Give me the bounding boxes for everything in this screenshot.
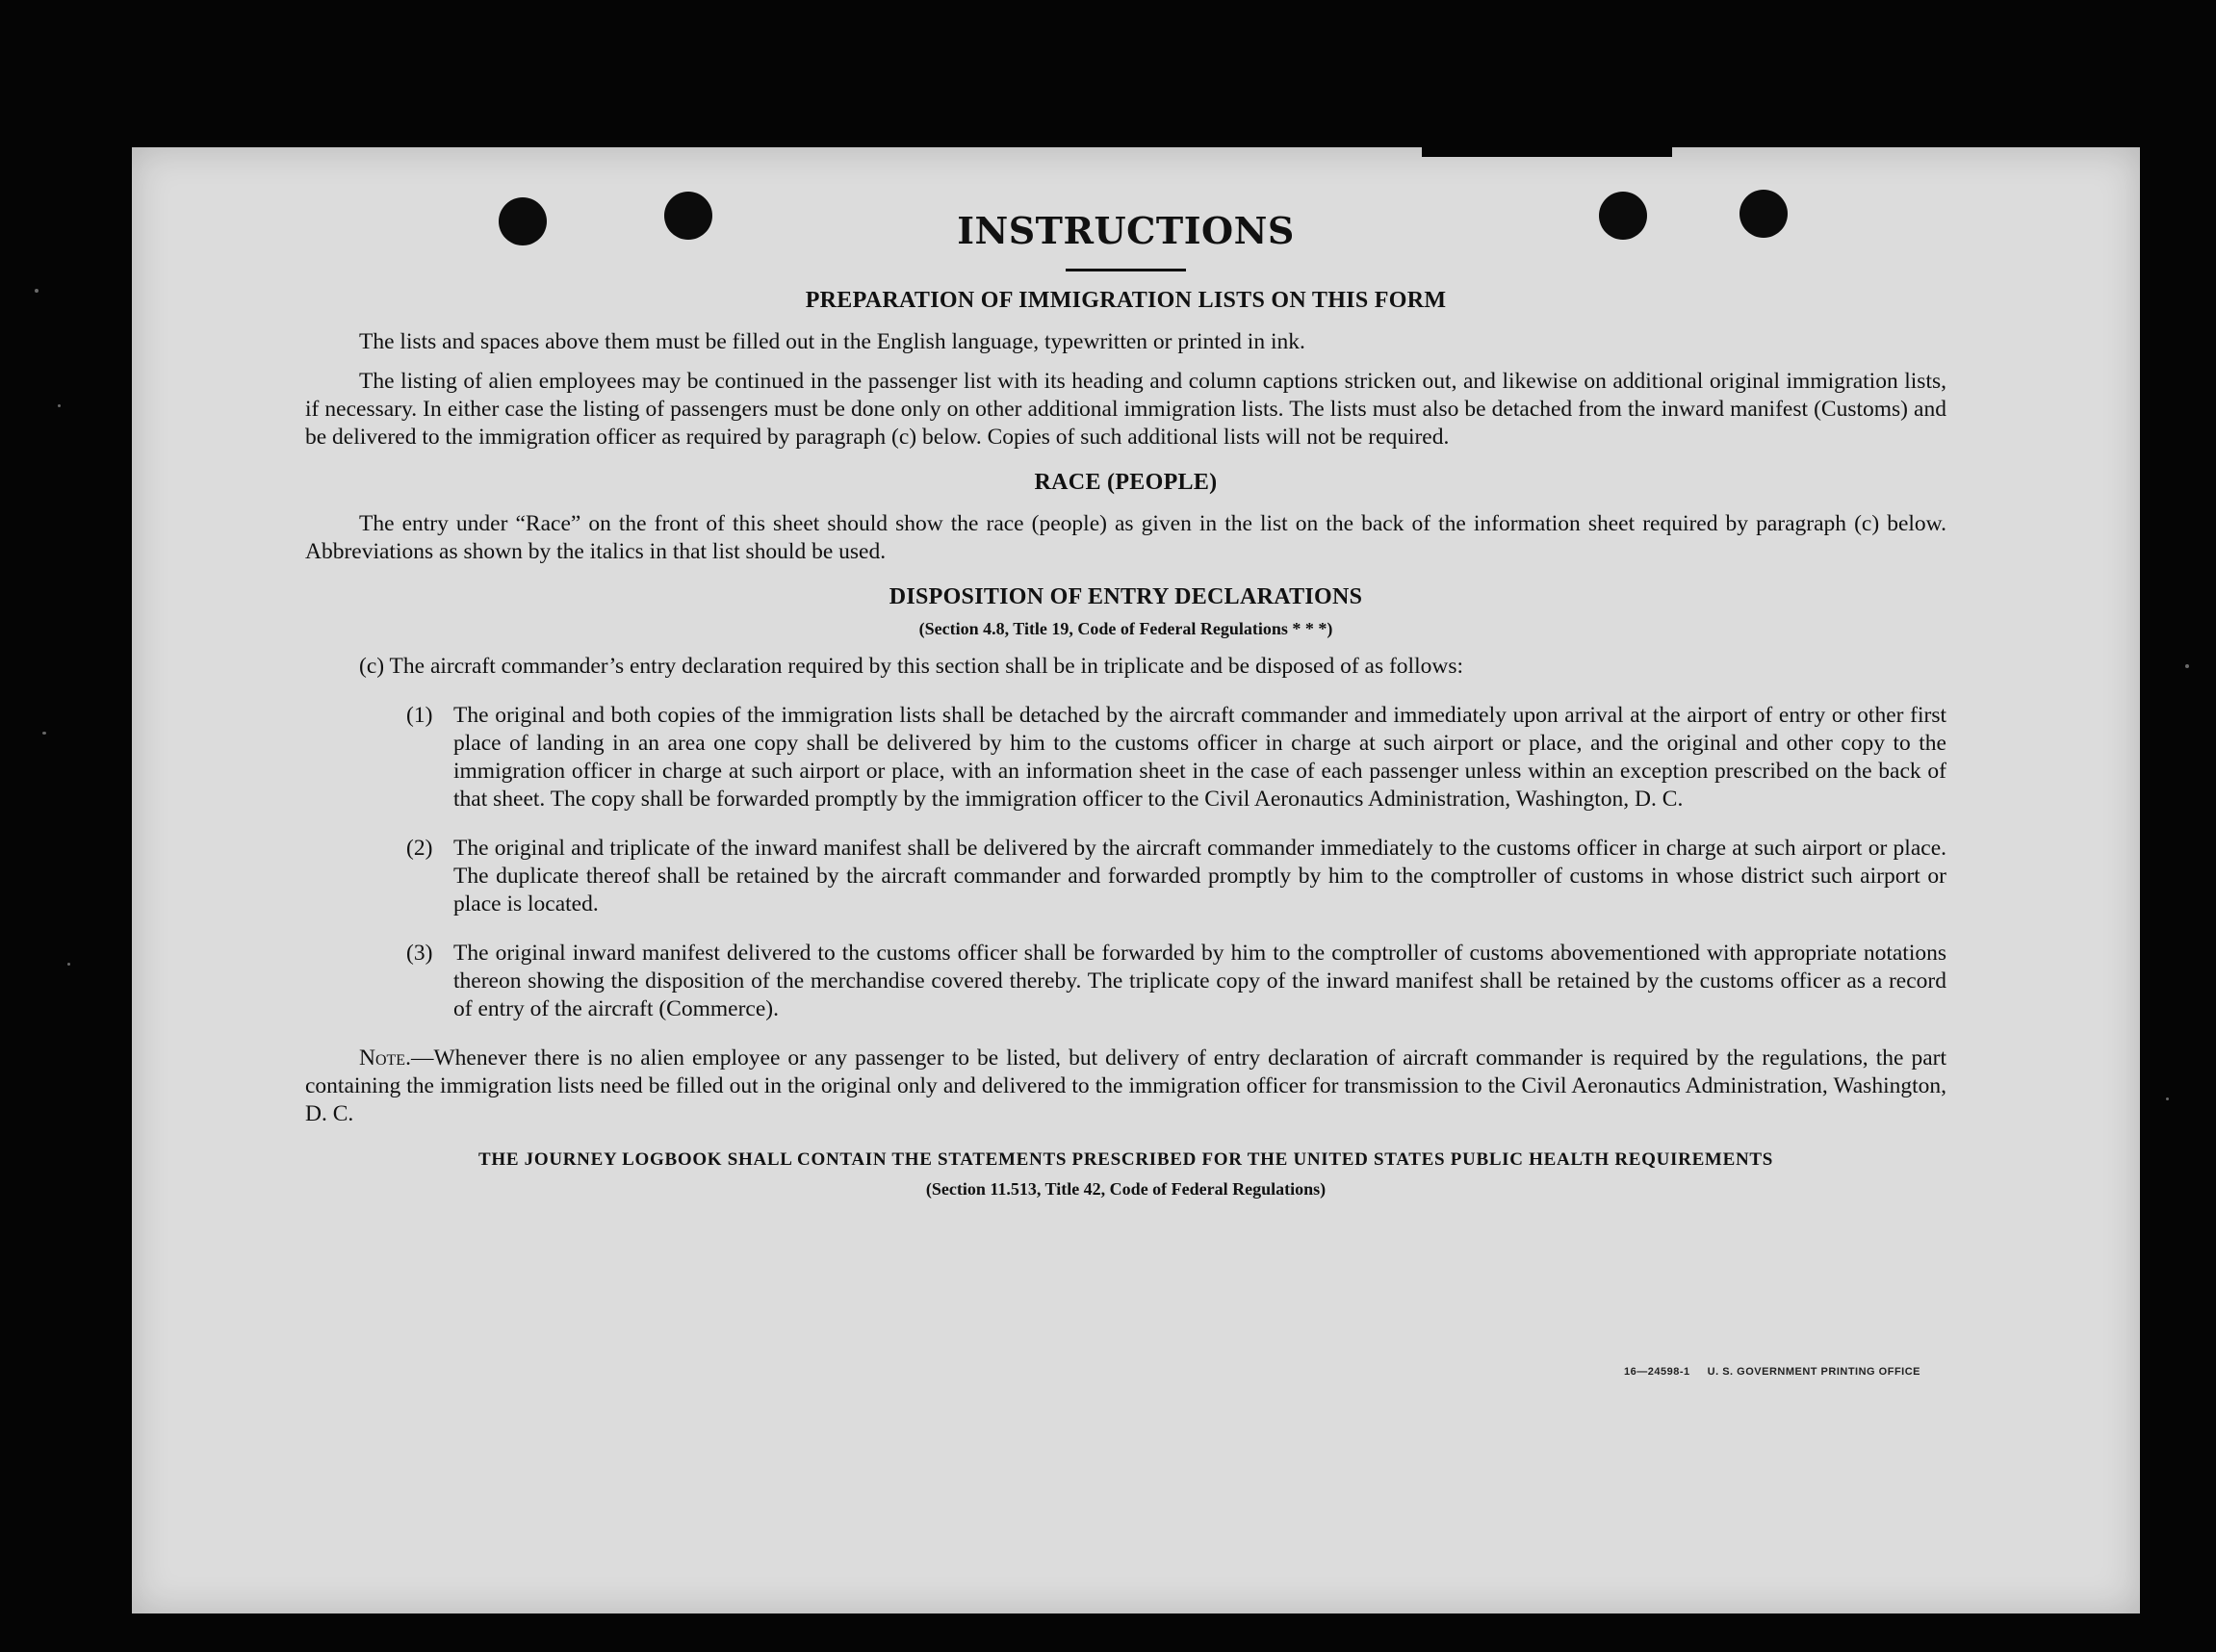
scan-noise	[58, 404, 61, 407]
item-text: The original and both copies of the immigration lists shall be detached by the aircraft commander and immediately upon arrival at the airport of entry or other first place of landing in an area one copy shall be delivered by him to the customs officer in charge at such airport or place, and the original and other copy to the immigration officer in charge at such airport or place, with an information sheet in the case of each passenger unless within an exception prescribed on the back of that sheet. The copy shall be forwarded promptly by the immigration officer to the Civil Aeronautics Administration, Washington, D. C.	[453, 703, 1946, 812]
printer-imprint: U. S. GOVERNMENT PRINTING OFFICE	[1707, 1366, 1920, 1378]
item-number: (3)	[406, 941, 433, 966]
item-number: (2)	[406, 836, 433, 861]
scan-noise	[42, 732, 46, 735]
item-text: The original inward manifest delivered to the customs officer shall be forwarded by him to the comptroller of customs abovementioned with appropriate notations thereon showing the disposition of the merchandise covered thereby. The triplicate copy of the inward manifest shall be retained by the customs officer as a record of entry of the aircraft (Commerce).	[453, 941, 1946, 1021]
preparation-paragraph-2: The listing of alien employees may be continued in the passenger list with its heading and column captions stricken out, and likewise on additional original immigration lists, if necessary. In either case the listing of passengers must be done only on other additional immigration lists. The lists must also be detached from the inward manifest (Customs) and be delivered to the immigration officer as required by paragraph (c) below. Copies of such additional lists will not be required.	[305, 369, 1946, 450]
item-text: The original and triplicate of the inward manifest shall be delivered by the aircraft commander immediately to the customs officer in charge at such airport or place. The duplicate thereof shall be retained by the aircraft commander and forwarded promptly by him to the comptroller of customs in whose district such airport or place is located.	[453, 836, 1946, 916]
disposition-item-1	[305, 702, 1946, 813]
note-label: Note.	[359, 1045, 411, 1071]
preparation-paragraph-1: The lists and spaces above them must be filled out in the English language, typewritten or printed in ink.	[359, 329, 1305, 354]
title-rule	[1066, 269, 1186, 271]
torn-edge	[1422, 147, 1672, 157]
document-page	[132, 147, 2140, 1613]
scan-noise	[67, 963, 70, 966]
note-paragraph	[305, 1045, 1946, 1128]
scan-noise	[2166, 1097, 2169, 1100]
form-number: 16—24598-1	[1624, 1366, 1690, 1378]
disposition-item-3	[305, 940, 1946, 1023]
item-number: (1)	[406, 703, 433, 728]
paragraph-c-text: The aircraft commander’s entry declaration required by this section shall be in triplicate and be disposed of as follows:	[389, 654, 1464, 679]
journey-logbook-citation: (Section 11.513, Title 42, Code of Federal Regulations)	[925, 1179, 1327, 1199]
section-heading-preparation: PREPARATION OF IMMIGRATION LISTS ON THIS FORM	[805, 288, 1447, 313]
paragraph-c-label: (c)	[359, 654, 385, 679]
scan-noise	[35, 289, 39, 293]
disposition-item-2	[305, 835, 1946, 918]
journey-logbook-statement: THE JOURNEY LOGBOOK SHALL CONTAIN THE STATEMENTS PRESCRIBED FOR THE UNITED STATES PUBLIC HEALTH REQUIREMENTS	[477, 1149, 1774, 1170]
disposition-paragraph-c	[305, 653, 1946, 681]
note-text: —Whenever there is no alien employee or any passenger to be listed, but delivery of entry declaration of aircraft commander is required by the regulations, the part containing the immigration lists need be filled out in the original only and delivered to the immigration officer for transmission to the Civil Aeronautics Administration, Washington, D. C.	[305, 1045, 1946, 1126]
section-heading-race: RACE (PEOPLE)	[1034, 470, 1218, 495]
page-title: INSTRUCTIONS	[957, 209, 1295, 252]
disposition-citation: (Section 4.8, Title 19, Code of Federal Regulations * * *)	[918, 619, 1333, 638]
scan-noise	[2185, 664, 2189, 668]
race-paragraph: The entry under “Race” on the front of this sheet should show the race (people) as given in the list on the back of the information sheet required by paragraph (c) below. Abbreviations as shown by the italics in that list should be used.	[305, 511, 1946, 564]
instructions-body	[305, 205, 1946, 1203]
section-heading-disposition: DISPOSITION OF ENTRY DECLARATIONS	[889, 584, 1363, 609]
form-footer	[1624, 1366, 1920, 1378]
